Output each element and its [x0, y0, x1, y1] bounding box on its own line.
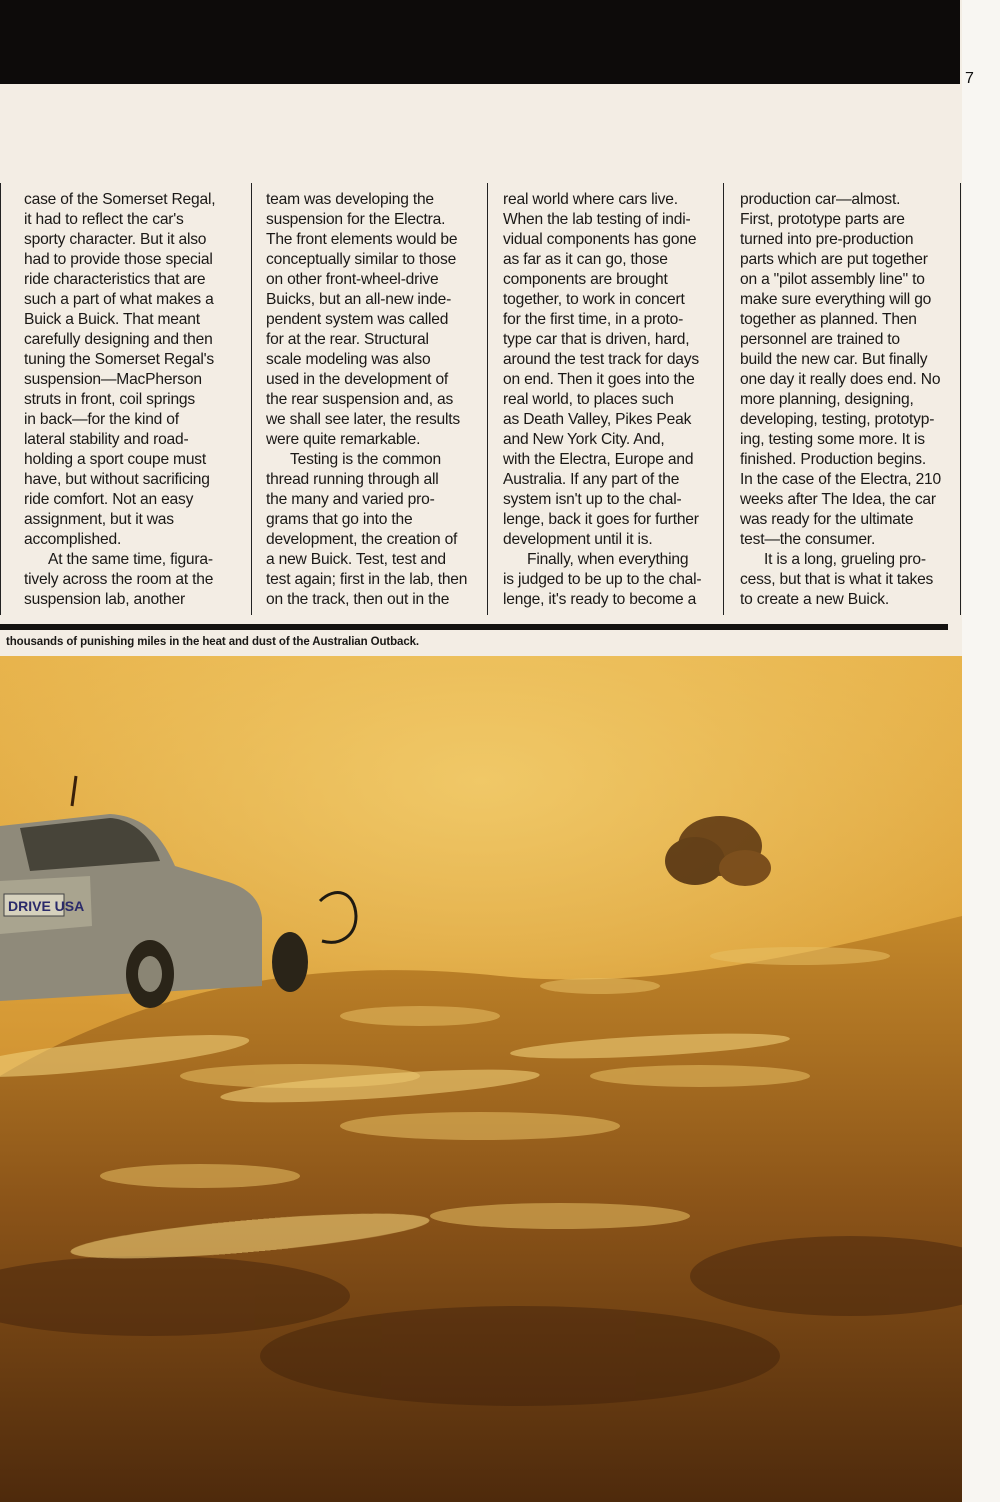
paragraph: production car—almost. First, prototype parts are turned into pre-production parts which are put together on a "pilot assembly line" to make sure everything will go together as planned. Then personnel are trained to build the new car. But finally one day it really does end. No more planning, designing, developing, testing, prototyp- ing, testing some more. It is finished. Production begins. In the case of the Electra, 210 weeks after The Idea, the car was ready for the ultimate test—the consumer.	[740, 191, 941, 548]
paragraph: Testing is the common thread running through all the many and varied pro- grams that go into the development, the creation of a new Buick. Test, test and test again; first in the lab, then on the track, then out in the	[266, 451, 468, 608]
paragraph: At the same time, figura- tively across the room at the suspension lab, another	[24, 551, 214, 608]
paragraph: Finally, when everything is judged to be up to the chal- lenge, it's ready to become a	[503, 551, 702, 608]
text-column-4	[740, 190, 952, 610]
header-black-bar	[0, 0, 960, 84]
page-number: 7	[965, 70, 974, 87]
column-divider	[0, 183, 1, 615]
outback-photo	[0, 656, 962, 1502]
paragraph: It is a long, grueling pro- cess, but that is what it takes to create a new Buick.	[740, 551, 934, 608]
text-column-3	[503, 190, 715, 610]
caption-rule	[0, 624, 948, 630]
page-margin	[962, 0, 1000, 1502]
photo-caption: thousands of punishing miles in the heat and dust of the Australian Outback.	[6, 636, 420, 648]
license-plate: DRIVE USA	[8, 898, 85, 914]
text-column-1	[24, 190, 236, 610]
paragraph: team was developing the suspension for the Electra. The front elements would be conceptually similar to those on other front-wheel-drive Buicks, but an all-new inde- pendent system was called for at the rear. Structural scale modeling was also used in the development of the rear suspension and, as we shall see later, the results were quite remarkable.	[266, 191, 461, 448]
text-column-2	[266, 190, 478, 610]
column-divider	[487, 183, 488, 615]
column-divider	[723, 183, 724, 615]
paragraph: real world where cars live. When the lab testing of indi- vidual components has gone as far as it can go, those components are brought together, to work in concert for the first time, in a proto- type car that is driven, hard, around the test track for days on end. Then it goes into the real world, to places such as Death Valley, Pikes Peak and New York City. And, with the Electra, Europe and Australia. If any part of the system isn't up to the chal- lenge, back it goes for further development until it is.	[503, 191, 699, 548]
column-divider	[251, 183, 252, 615]
column-divider	[960, 183, 961, 615]
paragraph: case of the Somerset Regal, it had to reflect the car's sporty character. But it also had to provide those special ride characteristics that are such a part of what makes a Buick a Buick. That meant carefully designing and then tuning the Somerset Regal's suspension—MacPherson struts in front, coil springs in back—for the kind of lateral stability and road- holding a sport coupe must have, but without sacrificing ride comfort. Not an easy assignment, but it was accomplished.	[24, 191, 216, 548]
